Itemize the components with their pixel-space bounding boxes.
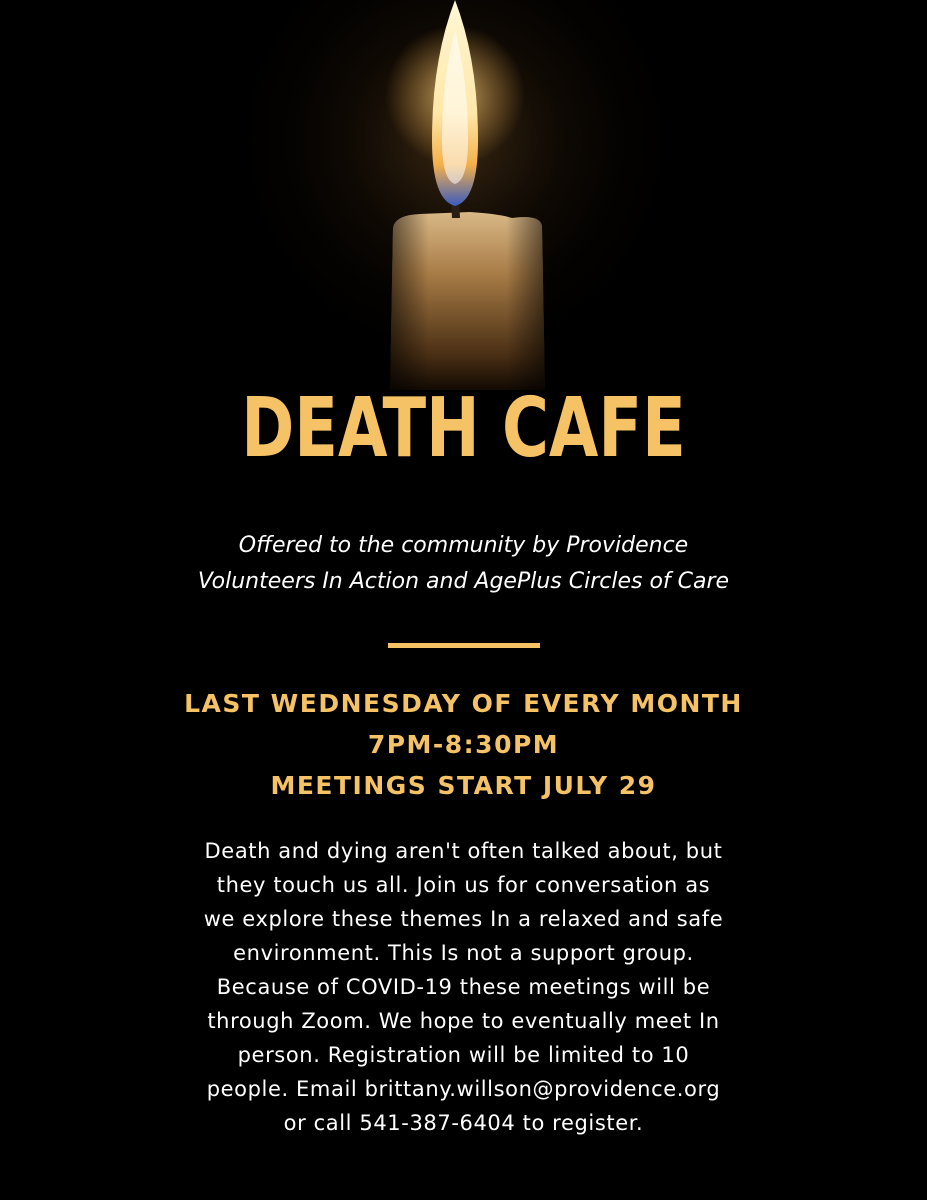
body-line: through Zoom. We hope to eventually meet In: [207, 1009, 720, 1033]
contact-email-line: people. Email brittany.willson@providence.org: [206, 1077, 721, 1101]
body-line: Death and dying aren't often talked about, but: [204, 839, 723, 863]
contact-phone-line: or call 541-387-6404 to register.: [283, 1111, 644, 1135]
host-line-1: Offered to the community by Providence: [238, 533, 689, 558]
host-line-2: Volunteers In Action and AgePlus Circles of Care: [197, 569, 730, 594]
schedule-time: 7PM-8:30PM: [367, 730, 560, 759]
body-line: we explore these themes In a relaxed and safe: [203, 907, 724, 931]
body-line: environment. This Is not a support group.: [233, 941, 694, 965]
candle-image: [0, 0, 927, 390]
body-line: they touch us all. Join us for conversation as: [216, 873, 711, 897]
body-line: person. Registration will be limited to 10: [237, 1043, 690, 1067]
schedule-start: MEETINGS START JULY 29: [270, 771, 657, 800]
schedule-day: LAST WEDNESDAY OF EVERY MONTH: [184, 689, 743, 718]
divider: [388, 643, 540, 648]
body-line: Because of COVID-19 these meetings will be: [216, 975, 711, 999]
event-title: DEATH CAFE: [241, 381, 686, 476]
